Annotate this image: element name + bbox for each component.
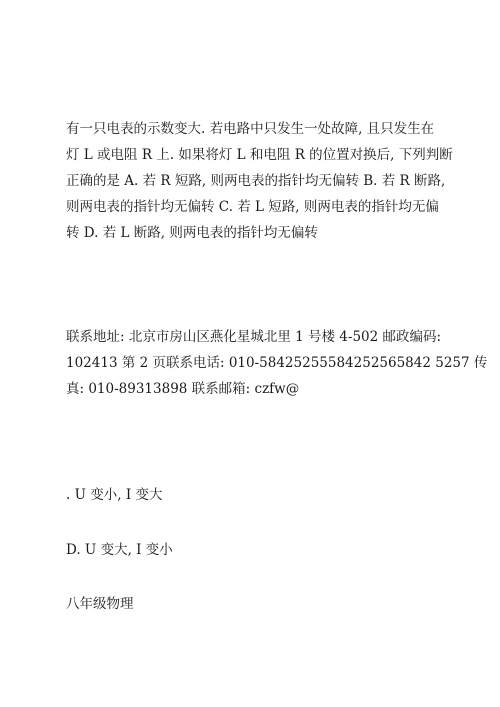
subject-footer: [66, 591, 458, 617]
question-text: [66, 116, 458, 246]
subject-label: 八年级物理: [66, 596, 134, 612]
contact-info: [66, 324, 488, 402]
contact-line-2: 102413 第 2 页联系电话: 010-58425255584252565842 5257 传: [66, 355, 488, 371]
option-d-text: D. U 变大, I 变小: [66, 542, 173, 558]
question-line-5: 转 D. 若 L 断路, 则两电表的指针均无偏转: [66, 225, 318, 241]
question-line-3: 正确的是 A. 若 R 短路, 则两电表的指针均无偏转 B. 若 R 断路,: [66, 173, 446, 189]
option-c-fragment: [66, 482, 458, 508]
question-line-2: 灯 L 或电阻 R 上. 如果将灯 L 和电阻 R 的位置对换后, 下列判断: [66, 147, 453, 163]
option-d: [66, 537, 458, 563]
question-line-1: 有一只电表的示数变大. 若电路中只发生一处故障, 且只发生在: [66, 121, 435, 137]
question-line-4: 则两电表的指针均无偏转 C. 若 L 短路, 则两电表的指针均无偏: [66, 199, 439, 215]
contact-line-1: 联系地址: 北京市房山区燕化星城北里 1 号楼 4-502 邮政编码:: [66, 329, 442, 345]
option-c-text: . U 变小, I 变大: [66, 487, 163, 503]
contact-line-3: 真: 010-89313898 联系邮箱: czfw@: [66, 381, 300, 397]
